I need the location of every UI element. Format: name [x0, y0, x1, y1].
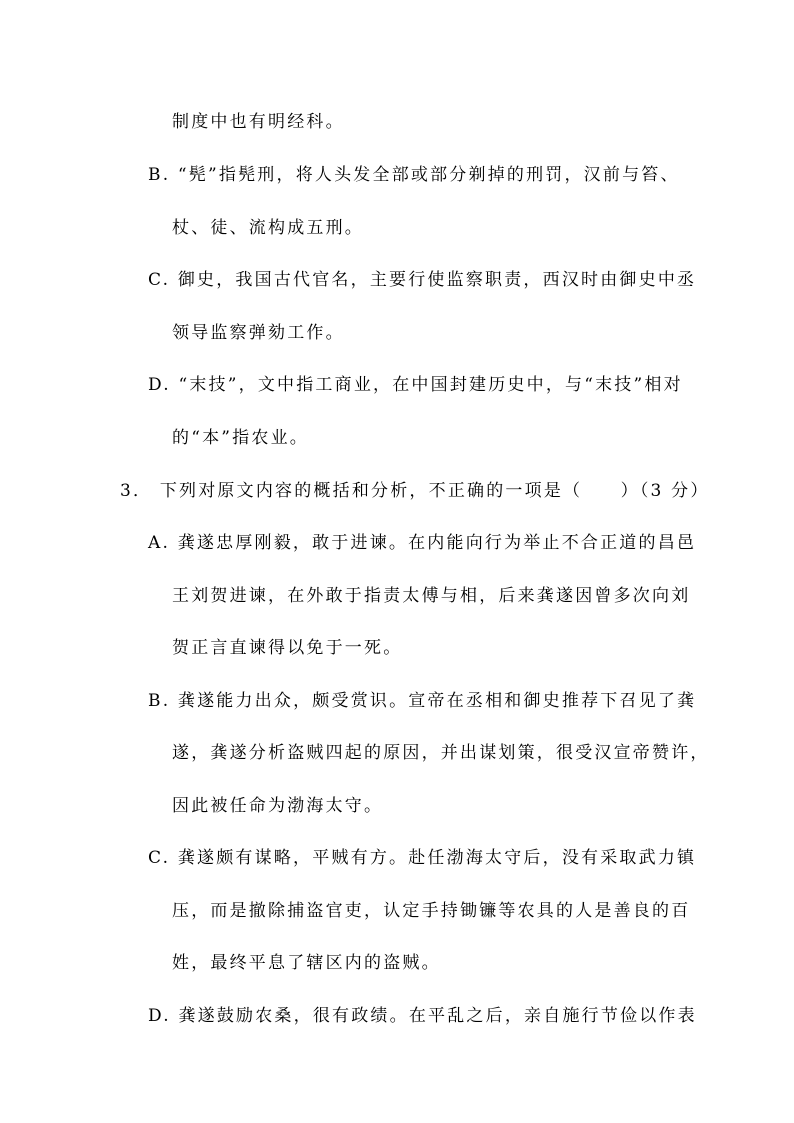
option-text: 龚遂鼓励农桑，很有政绩。在平乱之后，亲自施行节俭以作表: [178, 1006, 697, 1026]
text-line: [172, 428, 309, 448]
text-line: [172, 586, 690, 606]
text-line: [172, 743, 710, 763]
text-line: [172, 218, 364, 238]
text-line: [172, 638, 402, 658]
option-line: [148, 533, 696, 553]
line-text: 贺正言直谏得以免于一死。: [172, 638, 403, 658]
option-line: [148, 691, 696, 711]
option-line: [148, 375, 683, 395]
line-text: 遂，龚遂分析盗贼四起的原因，并出谋划策，很受汉宣帝赞许，: [172, 743, 710, 763]
option-line: [148, 270, 696, 290]
option-line: [148, 1006, 697, 1026]
option-text: 龚遂能力出众，颇受赏识。宣帝在丞相和御史推荐下召见了龚: [177, 691, 697, 711]
option-text: 龚遂忠厚刚毅，敢于进谏。在内能向行为举止不合正道的昌邑: [177, 533, 697, 553]
text-line: [172, 901, 690, 921]
option-label: C.: [148, 848, 171, 868]
line-text: 领导监察弹劾工作。: [172, 323, 345, 343]
question-text: 下列对原文内容的概括和分析，不正确的一项是（ ）（3 分）: [159, 481, 710, 501]
line-text: 的“本”指农业。: [172, 428, 309, 448]
option-label: A.: [148, 533, 171, 553]
line-text: 王刘贺进谏，在外敢于指责太傅与相，后来龚遂因曾多次向刘: [172, 586, 691, 606]
text-line: [172, 796, 383, 816]
line-text: 杖、徒、流构成五刑。: [172, 218, 364, 238]
text-line: [172, 112, 345, 132]
option-label: B.: [148, 165, 171, 185]
line-text: 姓，最终平息了辖区内的盗贼。: [172, 953, 441, 973]
option-label: D.: [148, 375, 171, 395]
option-text: 御史，我国古代官名，主要行使监察职责，西汉时由御史中丞: [177, 270, 697, 290]
question-number: 3．: [120, 481, 153, 501]
option-text: 龚遂颇有谋略，平贼有方。赴任渤海太守后，没有采取武力镇: [177, 848, 697, 868]
option-line: [148, 848, 696, 868]
option-text: “末技”，文中指工商业，在中国封建历史中，与“末技”相对: [178, 375, 683, 395]
line-text: 因此被任命为渤海太守。: [172, 796, 384, 816]
text-line: [172, 323, 345, 343]
option-label: C.: [148, 270, 171, 290]
text-line: [172, 953, 441, 973]
question-line: [120, 481, 710, 501]
option-label: D.: [148, 1006, 171, 1026]
option-text: “髡”指髡刑，将人头发全部或部分剃掉的刑罚，汉前与笞、: [177, 165, 680, 185]
option-line: [148, 165, 680, 185]
option-label: B.: [148, 691, 171, 711]
line-text: 制度中也有明经科。: [172, 112, 345, 132]
line-text: 压，而是撤除捕盗官吏，认定手持锄镰等农具的人是善良的百: [172, 901, 691, 921]
